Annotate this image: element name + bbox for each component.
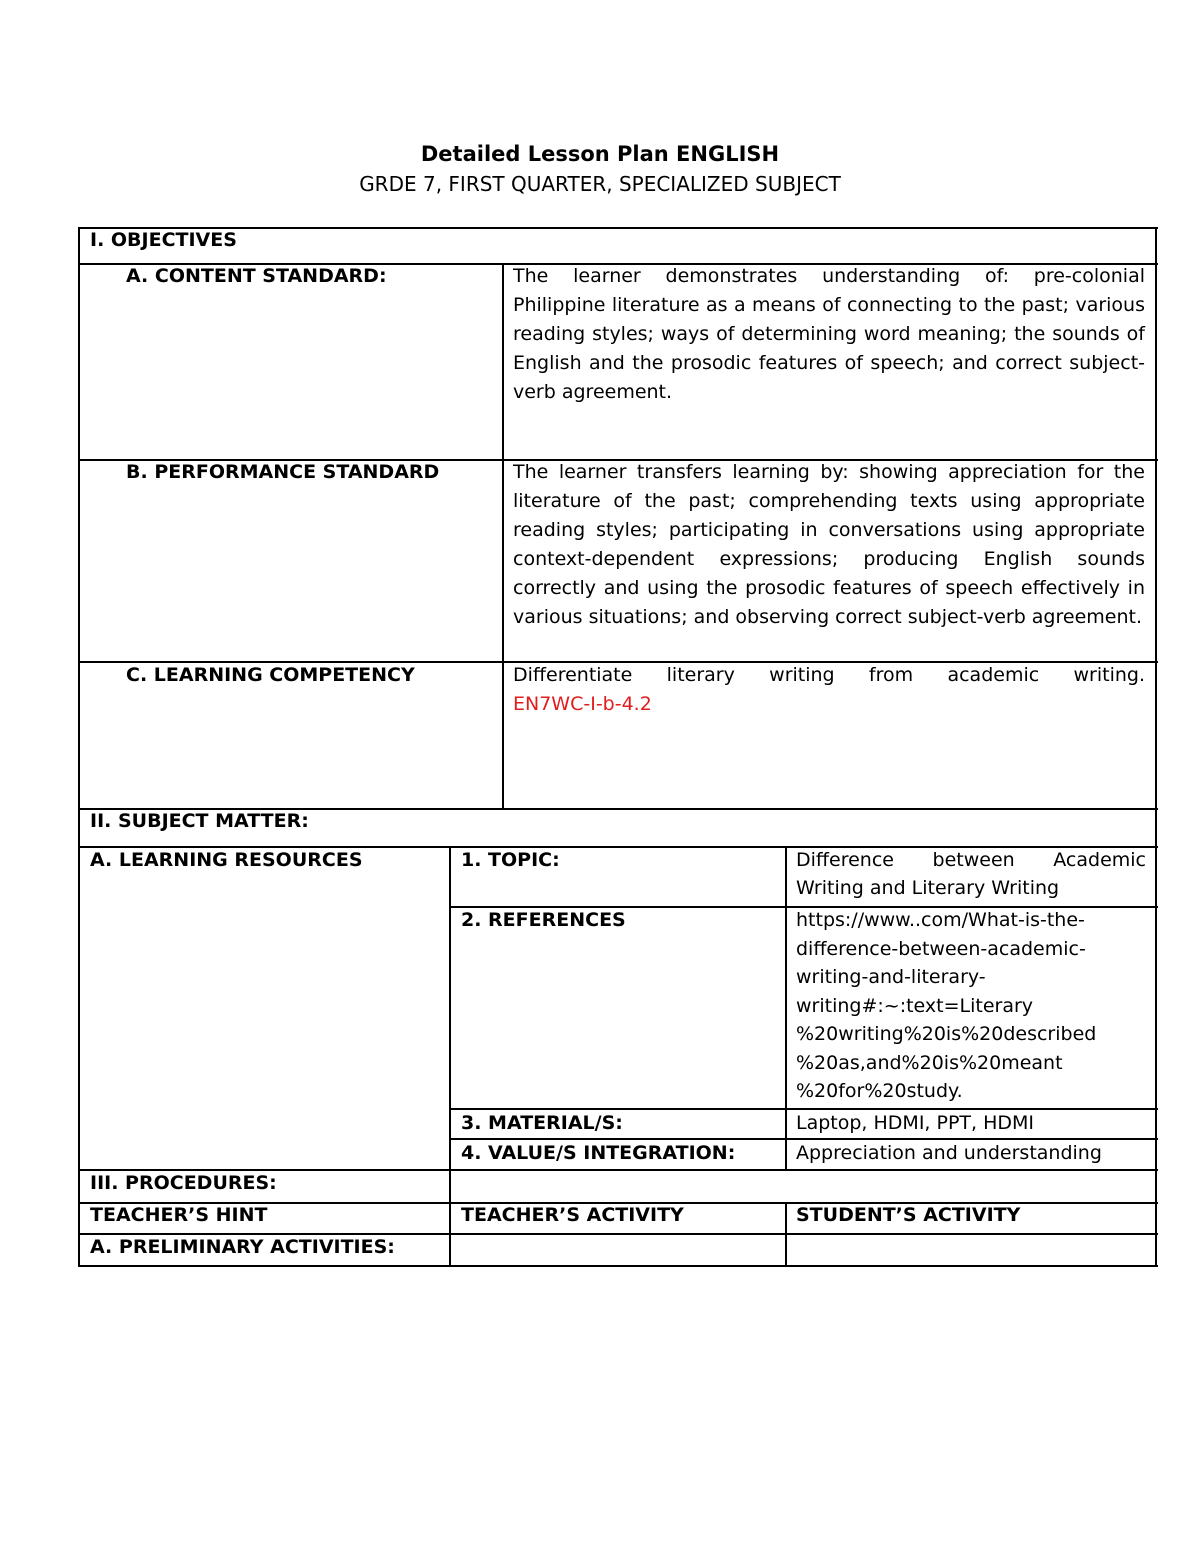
table-border bbox=[78, 1265, 1158, 1267]
preliminary-activities-label: A. PRELIMINARY ACTIVITIES: bbox=[90, 1236, 395, 1258]
document-subtitle: GRDE 7, FIRST QUARTER, SPECIALIZED SUBJECT bbox=[359, 172, 841, 196]
reference-line: https://www..com/What-is-the- bbox=[796, 909, 1085, 931]
learning-competency-text: Differentiate literary writing from academic writing. bbox=[513, 664, 1145, 686]
materials-label: 3. MATERIAL/S: bbox=[461, 1112, 623, 1134]
content-standard-text: The learner demonstrates understanding of: pre-colonial Philippine literature as a means of connecting to the past; various reading styles; ways of determining word meaning; the sounds of English and the prosodic features of speech; and correct subject-verb agreement. bbox=[513, 265, 1145, 403]
subject-matter-heading: II. SUBJECT MATTER: bbox=[90, 810, 309, 832]
learning-competency-label: C. LEARNING COMPETENCY bbox=[126, 664, 415, 686]
objectives-heading: I. OBJECTIVES bbox=[90, 229, 237, 251]
performance-standard-text: The learner transfers learning by: showing appreciation for the literature of the past; comprehending texts using appropriate reading styles; participating in conversations using appropriate context-dependent expressions; producing English sounds correctly and using the prosodic features of speech effectively in various situations; and observing correct subject-verb agreement. bbox=[513, 461, 1145, 628]
table-border bbox=[785, 846, 787, 1171]
performance-standard-label: B. PERFORMANCE STANDARD bbox=[126, 461, 440, 483]
topic-value: Difference between Academic Writing and Literary Writing bbox=[796, 849, 1146, 899]
teachers-hint-header: TEACHER’S HINT bbox=[90, 1204, 268, 1226]
competency-code: EN7WC-I-b-4.2 bbox=[513, 693, 652, 715]
learning-resources-label: A. LEARNING RESOURCES bbox=[90, 849, 363, 871]
table-border bbox=[502, 263, 504, 810]
document-title: Detailed Lesson Plan ENGLISH bbox=[420, 142, 780, 166]
table-border bbox=[78, 227, 80, 1267]
learning-competency-cell bbox=[513, 661, 1145, 719]
reference-line: writing#:~:text=Literary bbox=[796, 994, 1034, 1017]
teachers-activity-header: TEACHER’S ACTIVITY bbox=[461, 1204, 684, 1226]
reference-line: difference-between-academic- bbox=[796, 937, 1086, 960]
values-value: Appreciation and understanding bbox=[796, 1142, 1102, 1164]
reference-line: writing-and-literary- bbox=[796, 966, 986, 988]
content-standard-label: A. CONTENT STANDARD: bbox=[126, 265, 387, 287]
table-border bbox=[1155, 227, 1157, 1267]
reference-line: %20writing%20is%20described bbox=[796, 1023, 1097, 1045]
table-border bbox=[449, 846, 451, 1267]
table-border bbox=[78, 227, 1158, 229]
table-border bbox=[785, 1202, 787, 1267]
procedures-heading: III. PROCEDURES: bbox=[90, 1172, 277, 1194]
values-label: 4. VALUE/S INTEGRATION: bbox=[461, 1142, 736, 1164]
references-label: 2. REFERENCES bbox=[461, 909, 626, 931]
topic-label: 1. TOPIC: bbox=[461, 849, 560, 871]
reference-line: %20for%20study. bbox=[796, 1080, 963, 1102]
students-activity-header: STUDENT’S ACTIVITY bbox=[796, 1204, 1021, 1226]
reference-line: %20as,and%20is%20meant bbox=[796, 1051, 1063, 1074]
references-value bbox=[796, 906, 1151, 1106]
materials-value: Laptop, HDMI, PPT, HDMI bbox=[796, 1112, 1035, 1134]
